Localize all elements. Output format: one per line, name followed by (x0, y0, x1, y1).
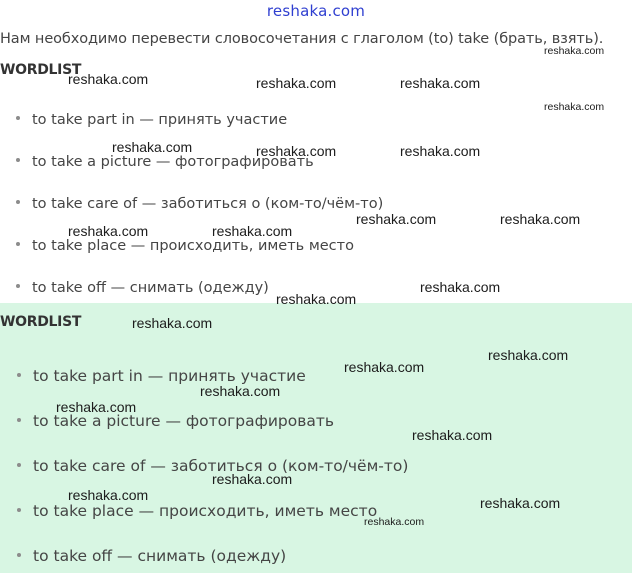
list-item-text: to take part in — принять участие (33, 367, 306, 385)
watermark: reshaka.com (420, 279, 501, 295)
watermark: reshaka.com (276, 291, 357, 307)
watermark: reshaka.com (256, 75, 337, 91)
list-item (16, 238, 354, 254)
list-item (17, 502, 377, 520)
watermark: reshaka.com (212, 223, 293, 239)
highlighted-wordlist-panel (0, 303, 632, 573)
watermark: reshaka.com (68, 487, 149, 503)
watermark: reshaka.com (344, 359, 425, 375)
list-item (16, 112, 287, 128)
watermark: reshaka.com (488, 347, 569, 363)
wordlist-heading: WORDLIST (0, 62, 82, 78)
list-item (16, 280, 269, 296)
watermark: reshaka.com (400, 75, 481, 91)
list-item-text: to take part in — принять участие (32, 112, 288, 128)
bullet-icon (16, 158, 20, 162)
watermark: reshaka.com (212, 471, 293, 487)
list-item-text: to take place — происходить, иметь место (32, 238, 354, 254)
watermark: reshaka.com (544, 45, 605, 57)
list-item-text: to take off — снимать (одежду) (32, 280, 269, 296)
watermark: reshaka.com (56, 399, 137, 415)
watermark: reshaka.com (500, 211, 581, 227)
watermark: reshaka.com (480, 495, 561, 511)
watermark: reshaka.com (112, 139, 193, 155)
list-item-text: to take off — снимать (одежду) (33, 547, 287, 565)
list-item-text: to take care of — заботиться о (ком-то/чём-то) (32, 196, 384, 212)
watermark: reshaka.com (412, 427, 493, 443)
list-item (16, 196, 383, 212)
watermark: reshaka.com (200, 383, 281, 399)
watermark: reshaka.com (132, 315, 213, 331)
list-item-text: to take a picture — фотографировать (33, 412, 335, 430)
bullet-icon (17, 373, 21, 377)
bullet-icon (17, 508, 21, 512)
highlighted-wordlist-heading: WORDLIST (0, 314, 82, 330)
list-item-text: to take a picture — фотографировать (32, 154, 314, 170)
watermark: reshaka.com (356, 211, 437, 227)
watermark: reshaka.com (256, 143, 337, 159)
intro-text: Нам необходимо перевести словосочетания с глаголом (to) take (брать, взять). (0, 31, 604, 47)
bullet-icon (17, 418, 21, 422)
site-title[interactable]: reshaka.com (266, 2, 366, 20)
bullet-icon (17, 553, 21, 557)
bullet-icon (17, 463, 21, 467)
watermark: reshaka.com (68, 223, 149, 239)
watermark: reshaka.com (68, 71, 149, 87)
bullet-icon (16, 242, 20, 246)
bullet-icon (16, 200, 20, 204)
watermark: reshaka.com (544, 101, 605, 113)
bullet-icon (16, 284, 20, 288)
list-item (17, 547, 286, 565)
bullet-icon (16, 116, 20, 120)
watermark: reshaka.com (364, 516, 425, 528)
list-item-text: to take care of — заботиться о (ком-то/чём-то) (33, 457, 409, 475)
watermark: reshaka.com (400, 143, 481, 159)
list-item-text: to take place — происходить, иметь место (33, 502, 378, 520)
